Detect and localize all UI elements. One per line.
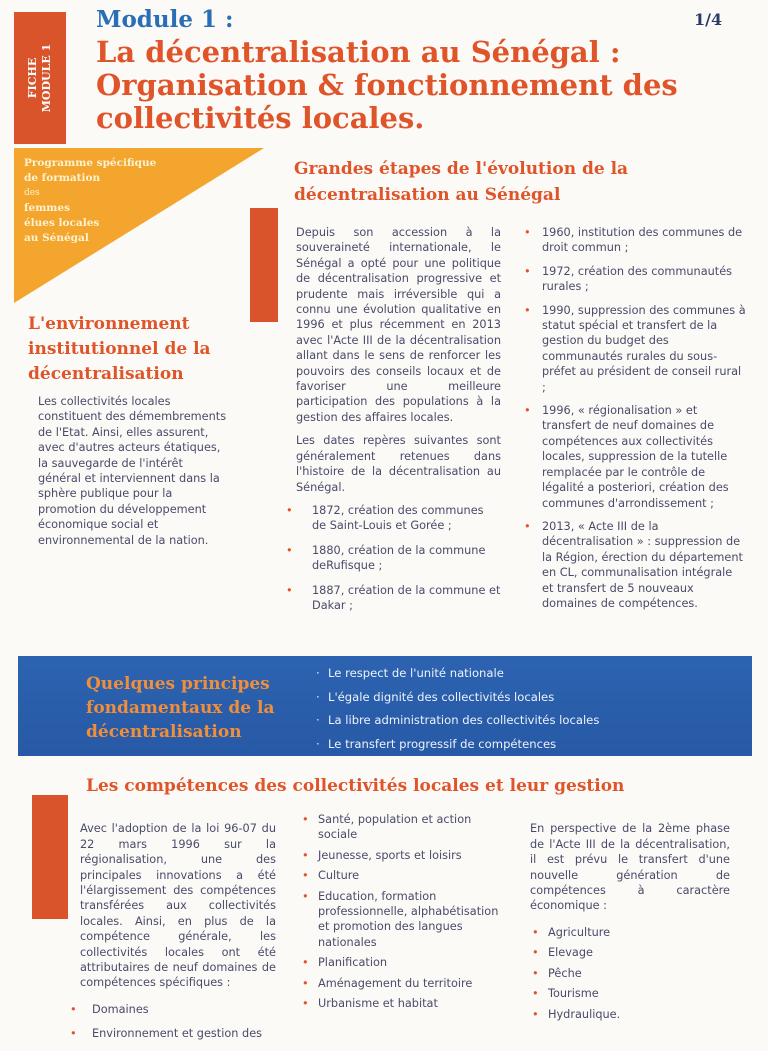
list-item: • Culture: [300, 868, 510, 883]
competences-left-column: [80, 810, 276, 1051]
programme-line-6: au Sénégal: [24, 232, 89, 244]
competences-perspective: En perspective de la 2ème phase de l'Acte III de la décentralisation, il est prévu le transfert d'une nouvelle génération de compétences à caractère économique :: [530, 822, 730, 913]
list-item: • 1972, création des communautés rurales ;: [522, 264, 747, 295]
fiche-line-1: FICHE: [26, 57, 39, 99]
dates-list-right: [522, 225, 747, 611]
list-item: • Aménagement du territoire: [300, 976, 510, 991]
competences-list-middle: [300, 812, 510, 1011]
list-item: • Education, formation professionnelle, alphabétisation et promotion des langues nationales: [300, 889, 510, 951]
page-number: 1/4: [694, 10, 723, 29]
environnement-heading: L'environnement institutionnel de la décentralisation: [28, 314, 211, 384]
principes-list: [312, 662, 732, 756]
list-item: • 2013, « Acte III de la décentralisation » : suppression de la Région, érection du département en CL, communalisation intégrale et transfert de 5 nouveaux domaines de compétences.: [522, 519, 747, 611]
list-item: • Pêche: [530, 966, 730, 981]
principes-heading: Quelques principes fondamentaux de la décentralisation: [86, 674, 275, 742]
list-item: • 1880, création de la commune deRufisque ;: [296, 543, 501, 574]
fiche-label: [26, 44, 54, 113]
list-item: • 1872, création des communes de Saint-Louis et Gorée ;: [296, 503, 501, 534]
competences-middle-column: [300, 812, 510, 1016]
programme-line-1: Programme spécifique: [24, 157, 157, 169]
list-item: • 1990, suppression des communes à statut spécial et transfert de la gestion du budget des communautés rurales du sous-préfet au président de conseil rural ;: [522, 303, 747, 395]
section-marker-bar: [32, 795, 68, 919]
etapes-middle-column: [296, 225, 501, 622]
environnement-text: Les collectivités locales constituent des démembrements de l'Etat. Ainsi, elles assurent, avec d'autres acteurs étatiques, la sauvegarde de l'intérêt général et interviennent dans la sphère publique pour la promotion du développement économique social et environnemental de la nation.: [38, 395, 227, 547]
etapes-right-column: [522, 225, 747, 619]
programme-line-2: de formation: [24, 172, 101, 184]
competences-list-right: [530, 925, 730, 1022]
list-item: • 1996, « régionalisation » et transfert de neuf domaines de compétences aux collectivités locales, suppression de la tutelle remplacée par le contrôle de légalité a posteriori, création des communes d'arrondissement ;: [522, 403, 747, 511]
list-item: · Le respect de l'unité nationale: [312, 662, 732, 686]
etapes-paragraph-1: Depuis son accession à la souveraineté internationale, le Sénégal a opté pour une politique de décentralisation progressive et prudente mais irréversible qui a connu une évolution qualitative en 1996 et plus récemment en 2013 avec l'Acte III de la décentralisation allant dans le sens de renforcer les pouvoirs des conseils locaux et de favoriser une meilleure participation des populations à la gestion des affaires locales.: [296, 226, 501, 424]
list-item: • Hydraulique.: [530, 1007, 730, 1022]
list-item: • 1960, institution des communes de droit commun ;: [522, 225, 747, 256]
dates-list-left: [296, 503, 501, 613]
list-item: • Environnement et gestion des: [80, 1026, 276, 1041]
list-item: · La libre administration des collectivités locales: [312, 709, 732, 733]
list-item: • Domaines: [80, 1002, 276, 1017]
list-item: • Planification: [300, 955, 510, 970]
list-item: • Urbanisme et habitat: [300, 996, 510, 1011]
list-item: • Jeunesse, sports et loisirs: [300, 848, 510, 863]
list-item: • Tourisme: [530, 986, 730, 1001]
competences-right-column: [530, 810, 730, 1027]
list-item: • Elevage: [530, 945, 730, 960]
etapes-heading: Grandes étapes de l'évolution de la décentralisation au Sénégal: [294, 159, 629, 205]
competences-intro: Avec l'adoption de la loi 96-07 du 22 mars 1996 sur la régionalisation, une des principales innovations a été l'élargissement des compétences transférées aux collectivités locales. Ainsi, en plus de la compétence générale, les collectivités locales ont été attributaires de neuf domaines de compétences spécifiques :: [80, 822, 276, 990]
list-item: • Agriculture: [530, 925, 730, 940]
list-item: · Le transfert progressif de compétences: [312, 733, 732, 757]
programme-text: [24, 156, 184, 246]
etapes-paragraph-2: Les dates repères suivantes sont généralement retenues dans l'histoire de la décentralisation au Sénégal.: [296, 434, 501, 494]
list-item: · L'égale dignité des collectivités locales: [312, 686, 732, 710]
page-title: La décentralisation au Sénégal : Organisation & fonctionnement des collectivités locales.: [96, 35, 678, 135]
programme-line-4: femmes: [24, 202, 71, 214]
programme-line-3: des: [24, 188, 40, 198]
programme-line-5: élues locales: [24, 217, 100, 229]
competences-heading: Les compétences des collectivités locales et leur gestion: [86, 776, 625, 796]
fiche-line-2: MODULE 1: [40, 43, 53, 113]
list-item: • Santé, population et action sociale: [300, 812, 510, 843]
list-item: • 1887, création de la commune et Dakar ;: [296, 583, 501, 614]
section-marker-bar: [250, 208, 278, 322]
competences-list-left: [80, 1002, 276, 1042]
fiche-module-tab: [14, 12, 66, 144]
module-label: Module 1 :: [96, 6, 234, 33]
